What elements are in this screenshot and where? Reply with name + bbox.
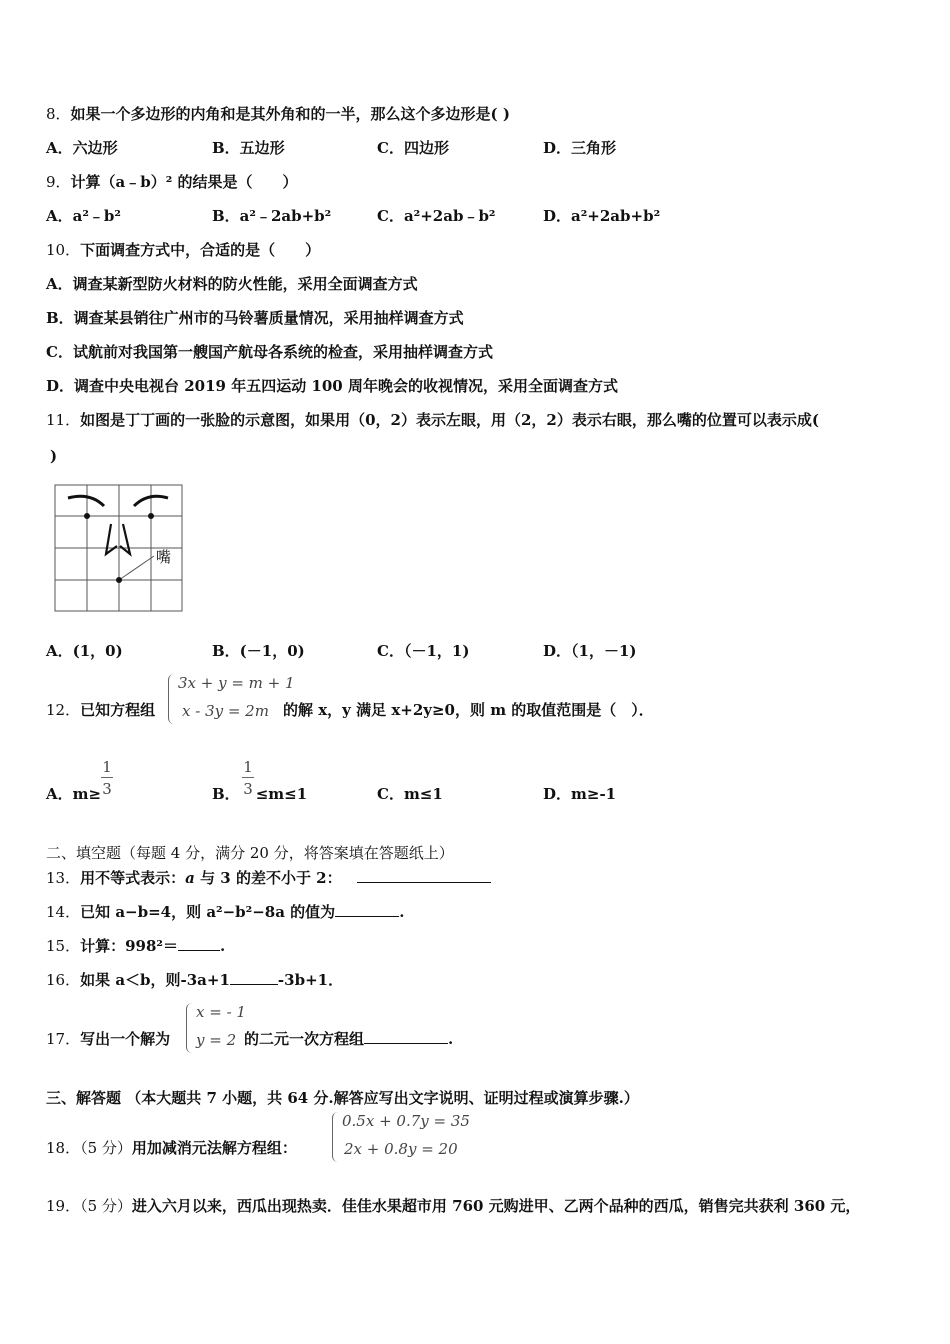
solution-system: [186, 1001, 246, 1057]
fraction-numerator: 1: [243, 758, 253, 776]
question-12-options: [46, 783, 746, 805]
answer-blank[interactable]: [364, 1029, 448, 1044]
question-12: [46, 699, 155, 720]
option-c[interactable]: C．m≤1: [377, 785, 443, 803]
question-number: 15．: [46, 937, 81, 955]
question-19: [46, 1195, 860, 1216]
variable-a: a: [185, 869, 195, 887]
question-number: 17．: [46, 1030, 81, 1048]
option-d[interactable]: D．m≥-1: [543, 785, 617, 803]
question-end: .: [448, 1030, 454, 1048]
equation-1: 0.5x + 0.7y = 35: [342, 1112, 470, 1130]
option-a[interactable]: A．(1，0): [46, 642, 123, 660]
answer-blank[interactable]: [230, 970, 278, 985]
question-11-options: [46, 640, 746, 662]
section-2-heading: 二、填空题（每题 4 分，满分 20 分，将答案填在答题纸上）: [46, 844, 454, 862]
mouth-label: 嘴: [156, 548, 172, 566]
question-score: （5 分）: [80, 1139, 132, 1157]
question-8: [46, 103, 510, 124]
section-3-heading: 三、解答题 （本大题共 7 小题，共 64 分.解答应写出文字说明、证明过程或演算步骤.）: [46, 1089, 639, 1107]
question-stem-pre: 写出一个解为: [80, 1030, 171, 1048]
left-eye: [84, 513, 90, 519]
face-grid-figure: [54, 484, 184, 614]
option-a[interactable]: [46, 783, 101, 804]
left-eyebrow: [68, 496, 104, 506]
brace: [168, 674, 175, 724]
question-stem-pre: 已知方程组: [80, 701, 156, 719]
option-b[interactable]: [212, 783, 307, 804]
option-c[interactable]: C．四边形: [377, 139, 449, 157]
question-stem: 如果 a＜b，则-3a+1: [80, 971, 230, 989]
option-d[interactable]: D．三角形: [543, 139, 617, 157]
brace: [332, 1112, 339, 1162]
question-18: [46, 1137, 297, 1158]
equation-system: [332, 1110, 472, 1166]
question-number: 14．: [46, 903, 81, 921]
question-stem: 进入六月以来，西瓜出现热卖．佳佳水果超市用 760 元购进甲、乙两个品种的西瓜，销售完共获利 360 元，: [131, 1197, 861, 1215]
option-b[interactable]: B．(－1，0): [212, 642, 305, 660]
question-stem-post: 的二元一次方程组: [244, 1030, 365, 1048]
question-stem: 计算：998²＝: [80, 937, 178, 955]
question-stem-b: 与 3 的差不小于 2：: [194, 869, 342, 887]
question-end: .: [399, 903, 405, 921]
question-stem: 用加减消元法解方程组：: [131, 1139, 297, 1157]
question-11-stem-end: ): [50, 447, 58, 465]
question-number: 19．: [46, 1197, 81, 1215]
equation-1: 3x + y = m + 1: [178, 674, 295, 692]
right-eye: [148, 513, 154, 519]
option-b[interactable]: B．调查某县销往广州市的马铃薯质量情况，采用抽样调查方式: [46, 309, 464, 327]
option-b[interactable]: B．a²﹣2ab+b²: [212, 207, 332, 225]
option-d[interactable]: D．（1，－1): [543, 642, 637, 660]
fraction-numerator: 1: [102, 758, 112, 776]
question-14: [46, 901, 404, 922]
option-c[interactable]: C．（－1，1): [377, 642, 470, 660]
question-stem: 计算（a﹣b）² 的结果是（ ）: [70, 173, 298, 191]
option-a-text: A．m≥: [46, 785, 102, 803]
option-a[interactable]: A．a²﹣b²: [46, 207, 121, 225]
option-a[interactable]: A．六边形: [46, 139, 118, 157]
answer-blank[interactable]: [357, 868, 491, 883]
fraction-denominator: 3: [243, 780, 253, 798]
question-number: 12．: [46, 701, 81, 719]
solution-y: y = 2: [196, 1031, 237, 1049]
option-a[interactable]: A．调查某新型防火材料的防火性能，采用全面调查方式: [46, 275, 418, 293]
question-end: -3b+1．: [277, 971, 344, 989]
question-stem: 用不等式表示：: [80, 869, 186, 887]
question-8-options: [46, 137, 746, 159]
nose: [106, 524, 130, 554]
question-number: 8．: [46, 105, 71, 123]
question-11: [46, 409, 819, 430]
question-17-stem-post: [244, 1028, 453, 1049]
option-b-prefix: B．: [212, 785, 240, 803]
equation-2: 2x + 0.8y = 20: [344, 1140, 458, 1158]
mouth-point: [116, 577, 122, 583]
answer-blank[interactable]: [335, 902, 399, 917]
option-d[interactable]: D．a²+2ab+b²: [543, 207, 661, 225]
question-stem: 已知 a−b=4，则 a²−b²−8a 的值为: [80, 903, 336, 921]
question-number: 13．: [46, 869, 81, 887]
question-number: 9．: [46, 173, 71, 191]
question-number: 10．: [46, 241, 81, 259]
question-stem: 下面调查方式中，合适的是（ ）: [80, 241, 321, 259]
question-12-stem-post: 的解 x，y 满足 x+2y≥0，则 m 的取值范围是（ ）．: [283, 701, 654, 719]
question-stem: 如图是丁丁画的一张脸的示意图，如果用（0，2）表示左眼，用（2，2）表示右眼，那么嘴的位置可以表示成(: [80, 411, 819, 429]
question-end: .: [219, 937, 226, 955]
question-9: [46, 171, 298, 192]
question-10: [46, 239, 320, 260]
question-17: [46, 1028, 170, 1049]
fraction-bar: [101, 777, 113, 778]
solution-x: x = - 1: [196, 1003, 246, 1021]
question-15: [46, 935, 225, 956]
option-c[interactable]: C．试航前对我国第一艘国产航母各系统的检查，采用抽样调查方式: [46, 343, 493, 361]
question-number: 18．: [46, 1139, 81, 1157]
brace: [186, 1003, 193, 1053]
option-c[interactable]: C．a²+2ab﹣b²: [377, 207, 496, 225]
option-b[interactable]: B．五边形: [212, 139, 285, 157]
question-stem: 如果一个多边形的内角和是其外角和的一半，那么这个多边形是( ): [70, 105, 510, 123]
answer-blank[interactable]: [178, 936, 220, 951]
question-number: 11．: [46, 411, 81, 429]
equation-2: x - 3y = 2m: [182, 702, 269, 720]
option-d[interactable]: D．调查中央电视台 2019 年五四运动 100 周年晚会的收视情况，采用全面调查方式: [46, 377, 618, 395]
option-b-text: ≤m≤1: [255, 785, 308, 803]
fraction-denominator: 3: [102, 780, 112, 798]
fraction-bar: [242, 777, 254, 778]
question-score: （5 分）: [80, 1197, 132, 1215]
equation-system: [168, 672, 295, 728]
question-number: 16．: [46, 971, 81, 989]
mouth-pointer: [119, 556, 154, 580]
question-13: [46, 867, 491, 888]
question-16: [46, 969, 343, 990]
question-9-options: [46, 205, 746, 227]
